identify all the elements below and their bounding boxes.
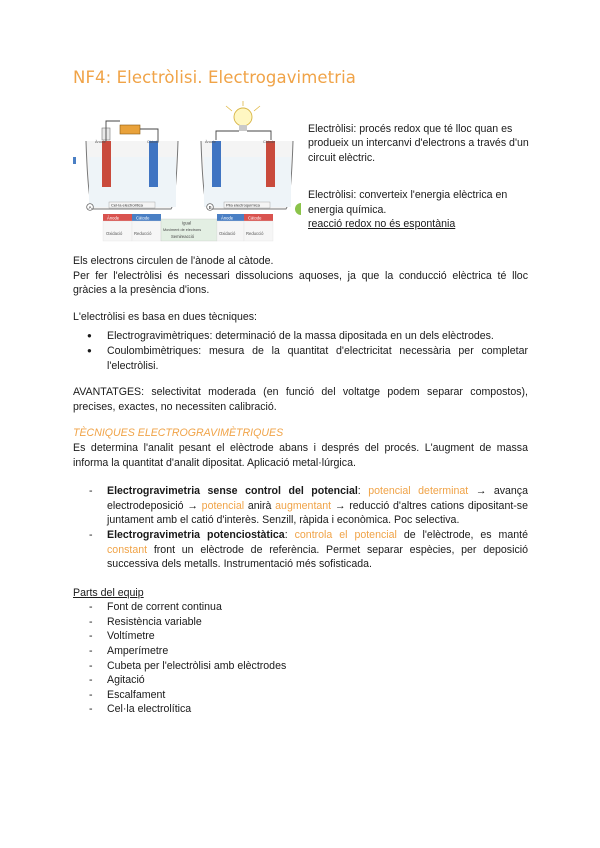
left-cell-label: Cel·la electrolítica xyxy=(111,202,143,208)
lightbulb-icon xyxy=(234,108,252,126)
methods-list xyxy=(73,484,528,572)
list-item: - Agitació xyxy=(73,673,528,688)
side-notes xyxy=(308,122,530,231)
svg-text:Càtode: Càtode xyxy=(147,140,160,144)
svg-text:Ànode: Ànode xyxy=(205,140,216,144)
techniques-lead: L'electròlisi es basa en dues tècniques: xyxy=(73,310,257,323)
main-content xyxy=(73,254,528,717)
svg-text:A: A xyxy=(88,204,92,210)
galvanic-cell-diagram xyxy=(201,101,293,210)
svg-text:Semireacció: Semireacció xyxy=(171,234,195,239)
svg-text:Ànode: Ànode xyxy=(221,215,234,221)
svg-text:Ànode: Ànode xyxy=(107,215,120,221)
right-cell-label: Pila electroquímica xyxy=(226,202,260,208)
anode-electrode xyxy=(102,141,111,187)
method-no-control: - Electrogravimetria sense control del potencial: potencial determinat → avança electrodeposició → potencial anirà augmentant → reducció d'altres cations dipositant-se juntament amb el catió d'interès. Senzill, ràpida i econòmica. Poc selectiva. xyxy=(73,484,528,528)
method-potentiostatic: - Electrogravimetria potenciostàtica: controla el potencial de l'elèctrode, es manté constant front un elèctrode de referència. Permet separar espècies, per deposició successiva dels metalls. Instrumentació més sofisticada. xyxy=(73,528,528,572)
list-item: ● Coulombimètriques: mesura de la quantitat d'electricitat necessària per completar l'electròlisi. xyxy=(73,344,528,373)
parts-list xyxy=(73,600,528,717)
svg-text:Igual: Igual xyxy=(182,220,192,226)
list-item: - Escalfament xyxy=(73,688,528,703)
list-item: - Cubeta per l'electròlisi amb elèctrodes xyxy=(73,659,528,674)
svg-text:Ànode: Ànode xyxy=(95,140,106,144)
section-text: Es determina l'analit pesant el elèctrode abans i després del procés. L'augment de massa informa la quantitat d'analit dipositat. Aplicació metal·lúrgica. xyxy=(73,441,528,469)
battery-icon xyxy=(120,125,140,134)
list-item: - Amperímetre xyxy=(73,644,528,659)
svg-text:Reducció: Reducció xyxy=(246,231,264,236)
intro-line-1: Els electrons circulen de l'ànode al càtode. xyxy=(73,255,274,267)
list-item: ● Electrogravimètriques: determinació de la massa dipositada en un dels elèctrodes. xyxy=(73,329,528,344)
svg-text:Moviment de electrons: Moviment de electrons xyxy=(163,228,202,232)
svg-text:Oxidació: Oxidació xyxy=(219,231,236,236)
parts-heading: Parts del equip xyxy=(73,586,144,599)
svg-text:B: B xyxy=(208,204,212,210)
electrolytic-cell-diagram xyxy=(86,121,178,210)
definition-1: Electròlisi: procés redox que té lloc quan es produeix un intercanvi d'electrons a través d'un circuit elèctric. xyxy=(308,123,529,164)
definition-2: Electròlisi: converteix l'energia elèctrica en energia química. reacció redox no és espontània xyxy=(308,189,508,231)
list-item: - Font de corrent continua xyxy=(73,600,528,615)
page-title: NF4: Electròlisi. Electrogavimetria xyxy=(73,68,357,87)
comparison-table xyxy=(103,214,273,241)
list-item: - Cel·la electrolítica xyxy=(73,702,528,717)
svg-text:Càtode: Càtode xyxy=(136,215,150,221)
svg-text:Reducció: Reducció xyxy=(134,231,152,236)
svg-text:Càtode: Càtode xyxy=(248,215,262,221)
list-item: - Voltímetre xyxy=(73,629,528,644)
techniques-list xyxy=(73,329,528,373)
svg-text:Càtode: Càtode xyxy=(263,140,276,144)
advantages-text: AVANTATGES: selectivitat moderada (en funció del voltatge podem separar compostos), precises, exactes, no necessiten calibració. xyxy=(73,386,528,413)
svg-text:Oxidació: Oxidació xyxy=(106,231,123,236)
definition-2-underlined: reacció redox no és espontània xyxy=(308,218,456,231)
section-heading: TÈCNIQUES ELECTROGRAVIMÈTRIQUES xyxy=(73,427,284,440)
list-item: - Resistència variable xyxy=(73,615,528,630)
cathode-electrode xyxy=(149,141,158,187)
intro-line-2: Per fer l'electròlisi és necessari dissolucions aquoses, ja que la conducció elèctrica té lloc gràcies a la presència d'ions. xyxy=(73,269,528,297)
electrolysis-figure xyxy=(73,97,301,249)
